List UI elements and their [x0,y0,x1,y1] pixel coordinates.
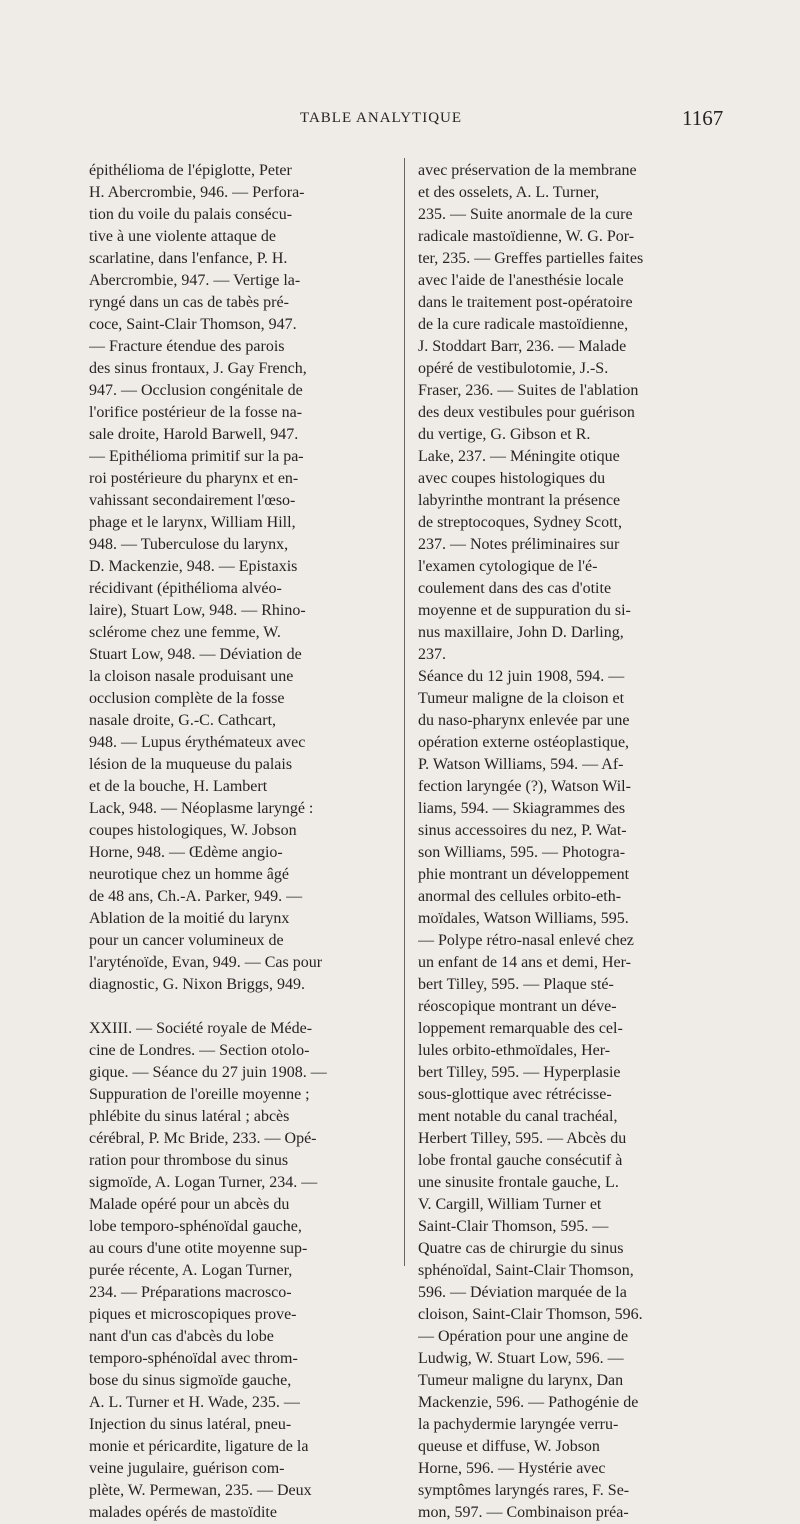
text-line: Ablation de la moitié du larynx [89,910,290,927]
text-line: Ludwig, W. Stuart Low, 596. — [418,1350,624,1367]
text-line: de 48 ans, Ch.-A. Parker, 949. — [89,888,303,905]
text-line: sale droite, Harold Barwell, 947. [89,426,299,443]
text-line: récidivant (épithélioma alvéo- [89,580,282,597]
text-line: cine de Londres. — Section otolo- [89,1042,310,1059]
text-line: monie et péricardite, ligature de la [89,1438,309,1455]
text-line: XXIII. — Société royale de Méde- [89,1020,313,1037]
text-line: une sinusite frontale gauche, L. [418,1174,619,1191]
text-line: tion du voile du palais consécu- [89,206,293,223]
text-line: phlébite du sinus latéral ; abcès [89,1108,290,1125]
paragraph-gap [89,996,393,1018]
text-line: vahissant secondairement l'œso- [89,492,296,509]
text-line: piques et microscopiques prove- [89,1306,297,1323]
text-line: lésion de la muqueuse du palais [89,756,293,773]
text-line: phage et le larynx, William Hill, [89,514,296,531]
text-line: — Epithélioma primitif sur la pa- [89,448,304,465]
text-line: nant d'un cas d'abcès du lobe [89,1328,274,1345]
text-line: coce, Saint-Clair Thomson, 947. [89,316,297,333]
text-line: plète, W. Permewan, 235. — Deux [89,1482,312,1499]
text-line: mon, 597. — Combinaison préa- [418,1504,629,1521]
text-line: scarlatine, dans l'enfance, P. H. [89,250,288,267]
text-line: épithélioma de l'épiglotte, Peter [89,162,292,179]
text-line: 234. — Préparations macrosco- [89,1284,292,1301]
text-line: son Williams, 595. — Photogra- [418,844,626,861]
text-line: Stuart Low, 948. — Déviation de [89,646,302,663]
text-line: Horne, 948. — Œdème angio- [89,844,283,861]
text-line: Horne, 596. — Hystérie avec [418,1460,606,1477]
text-line: 948. — Tuberculose du larynx, [89,536,289,553]
text-line: Lake, 237. — Méningite otique [418,448,620,465]
text-line: la cloison nasale produisant une [89,668,294,685]
text-line: anormal des cellules orbito-eth- [418,888,622,905]
text-line: V. Cargill, William Turner et [418,1196,602,1213]
text-line: coulement dans des cas d'otite [418,580,612,597]
text-line: ment notable du canal trachéal, [418,1108,618,1125]
text-line: et des osselets, A. L. Turner, [418,184,600,201]
text-line: l'orifice postérieur de la fosse na- [89,404,303,421]
text-line: Saint-Clair Thomson, 595. — [418,1218,609,1235]
text-line: Séance du 12 juin 1908, 594. — [418,668,625,685]
text-line: tive à une violente attaque de [89,228,277,245]
text-line: avec coupes histologiques du [418,470,606,487]
text-line: P. Watson Williams, 594. — Af- [418,756,624,773]
text-line: 235. — Suite anormale de la cure [418,206,633,223]
text-line: Fraser, 236. — Suites de l'ablation [418,382,639,399]
text-line: 948. — Lupus érythémateux avec [89,734,306,751]
column-divider [404,158,405,1266]
text-line: temporo-sphénoïdal avec throm- [89,1350,298,1367]
left-column [89,160,393,1524]
text-line: H. Abercrombie, 946. — Perfora- [89,184,305,201]
text-line: pour un cancer volumineux de [89,932,284,949]
text-line: de streptocoques, Sydney Scott, [418,514,622,531]
text-line: neurotique chez un homme âgé [89,866,289,883]
text-line: Herbert Tilley, 595. — Abcès du [418,1130,627,1147]
text-line: gique. — Séance du 27 juin 1908. — [89,1064,327,1081]
text-line: Mackenzie, 596. — Pathogénie de [418,1394,639,1411]
text-line: symptômes laryngés rares, F. Se- [418,1482,630,1499]
text-line: bose du sinus sigmoïde gauche, [89,1372,292,1389]
text-line: fection laryngée (?), Watson Wil- [418,778,631,795]
text-line: 596. — Déviation marquée de la [418,1284,627,1301]
text-line: ration pour thrombose du sinus [89,1152,289,1169]
text-line: sigmoïde, A. Logan Turner, 234. — [89,1174,318,1191]
text-line: 947. — Occlusion congénitale de [89,382,303,399]
text-line: sphénoïdal, Saint-Clair Thomson, [418,1262,634,1279]
text-line: du vertige, G. Gibson et R. [418,426,591,443]
text-line: — Opération pour une angine de [418,1328,629,1345]
text-line: cloison, Saint-Clair Thomson, 596. [418,1306,643,1323]
text-line: la pachydermie laryngée verru- [418,1416,619,1433]
text-line: Lack, 948. — Néoplasme laryngé : [89,800,314,817]
text-line: purée récente, A. Logan Turner, [89,1262,293,1279]
text-line: malades opérés de mastoïdite [89,1504,277,1521]
page-number: 1167 [682,106,724,130]
text-line: bert Tilley, 595. — Plaque sté- [418,976,614,993]
text-line: nus maxillaire, John D. Darling, [418,624,624,641]
text-line: opération externe ostéoplastique, [418,734,630,751]
text-line: un enfant de 14 ans et demi, Her- [418,954,631,971]
text-line: lobe frontal gauche consécutif à [418,1152,623,1169]
text-line: Tumeur maligne de la cloison et [418,690,625,707]
text-line: queuse et diffuse, W. Jobson [418,1438,600,1455]
text-line: réoscopique montrant un déve- [418,998,617,1015]
text-line: l'examen cytologique de l'é- [418,558,598,575]
right-column [418,160,724,1524]
text-line: — Fracture étendue des parois [89,338,285,355]
text-line: au cours d'une otite moyenne sup- [89,1240,308,1257]
running-title: TABLE ANALYTIQUE [300,110,463,126]
text-line: avec préservation de la membrane [418,162,637,179]
page-header [0,106,800,136]
text-line: du naso-pharynx enlevée par une [418,712,630,729]
text-line: sinus accessoires du nez, P. Wat- [418,822,627,839]
text-line: l'aryténoïde, Evan, 949. — Cas pour [89,954,323,971]
text-line: roi postérieure du pharynx et en- [89,470,299,487]
text-line: liams, 594. — Skiagrammes des [418,800,626,817]
text-line: Suppuration de l'oreille moyenne ; [89,1086,310,1103]
text-line: opéré de vestibulotomie, J.-S. [418,360,609,377]
text-line: diagnostic, G. Nixon Briggs, 949. [89,976,305,993]
text-line: lules orbito-ethmoïdales, Her- [418,1042,611,1059]
text-line: labyrinthe montrant la présence [418,492,621,509]
text-line: nasale droite, G.-C. Cathcart, [89,712,277,729]
text-line: moïdales, Watson Williams, 595. [418,910,629,927]
text-line: de la cure radicale mastoïdienne, [418,316,629,333]
text-line: sous-glottique avec rétrécisse- [418,1086,612,1103]
text-line: moyenne et de suppuration du si- [418,602,631,619]
text-line: 237. — Notes préliminaires sur [418,536,620,553]
text-line: A. L. Turner et H. Wade, 235. — [89,1394,300,1411]
text-line: 237. [418,646,446,663]
text-line: Malade opéré pour un abcès du [89,1196,290,1213]
text-line: phie montrant un développement [418,866,630,883]
text-line: Tumeur maligne du larynx, Dan [418,1372,624,1389]
text-line: Quatre cas de chirurgie du sinus [418,1240,624,1257]
text-line: Injection du sinus latéral, pneu- [89,1416,292,1433]
text-line: des deux vestibules pour guérison [418,404,635,421]
text-line: D. Mackenzie, 948. — Epistaxis [89,558,298,575]
text-line: veine jugulaire, guérison com- [89,1460,285,1477]
text-line: et de la bouche, H. Lambert [89,778,268,795]
text-line: radicale mastoïdienne, W. G. Por- [418,228,635,245]
text-line: avec l'aide de l'anesthésie locale [418,272,624,289]
text-line: coupes histologiques, W. Jobson [89,822,297,839]
text-line: dans le traitement post-opératoire [418,294,633,311]
text-line: J. Stoddart Barr, 236. — Malade [418,338,627,355]
text-line: sclérome chez une femme, W. [89,624,281,641]
text-line: ryngé dans un cas de tabès pré- [89,294,289,311]
text-line: lobe temporo-sphénoïdal gauche, [89,1218,302,1235]
text-line: Abercrombie, 947. — Vertige la- [89,272,301,289]
text-line: bert Tilley, 595. — Hyperplasie [418,1064,621,1081]
text-line: cérébral, P. Mc Bride, 233. — Opé- [89,1130,317,1147]
text-line: — Polype rétro-nasal enlevé chez [418,932,634,949]
text-line: laire), Stuart Low, 948. — Rhino- [89,602,306,619]
text-line: ter, 235. — Greffes partielles faites [418,250,644,267]
text-line: des sinus frontaux, J. Gay French, [89,360,307,377]
text-line: occlusion complète de la fosse [89,690,285,707]
text-line: loppement remarquable des cel- [418,1020,623,1037]
